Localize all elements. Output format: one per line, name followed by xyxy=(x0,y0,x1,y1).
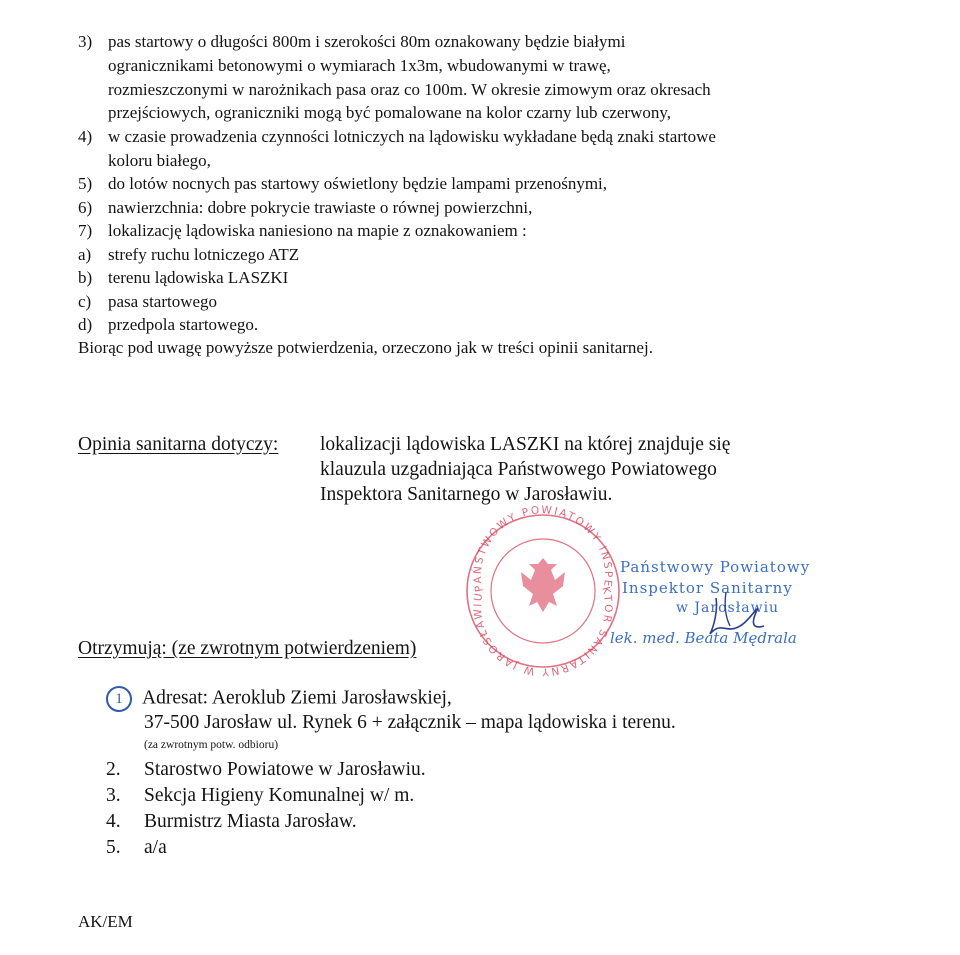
recipient-number: 5. xyxy=(106,837,121,858)
point-c xyxy=(78,292,217,312)
point-number: a) xyxy=(78,245,92,264)
recipient-text: a/a xyxy=(144,837,167,858)
point-6 xyxy=(78,198,532,218)
stamp-line: lek. med. Beata Mędrala xyxy=(610,629,797,647)
point-line: koloru białego, xyxy=(108,151,211,170)
opinion-label: Opinia sanitarna dotyczy: xyxy=(78,434,279,455)
opinion-line: Inspektora Sanitarnego w Jarosławiu. xyxy=(320,484,613,505)
recipient-text: Burmistrz Miasta Jarosław. xyxy=(144,811,357,832)
opinion-line: lokalizacji lądowiska LASZKI na której znajduje się xyxy=(320,434,731,455)
point-number: 7) xyxy=(78,221,93,240)
point-line: pasa startowego xyxy=(108,292,218,311)
recipient-3 xyxy=(106,785,414,807)
point-line: w czasie prowadzenia czynności lotniczych na lądowisku wykładane będą znaki startowe xyxy=(108,127,716,146)
point-4 xyxy=(78,127,716,147)
official-seal-stamp xyxy=(463,496,623,686)
circled-number: 1 xyxy=(106,686,132,712)
point-b xyxy=(78,268,288,288)
point-line: terenu lądowiska LASZKI xyxy=(108,268,289,287)
recipient-text: Sekcja Higieny Komunalnej w/ m. xyxy=(144,785,415,806)
recipient-note: (za zwrotnym potw. odbioru) xyxy=(144,739,279,751)
point-number: 3) xyxy=(78,32,93,51)
recipient-1 xyxy=(106,686,452,712)
point-number: b) xyxy=(78,268,93,287)
point-line: ogranicznikami betonowymi o wymiarach 1x3m, wbudowanymi w trawę, xyxy=(108,56,611,75)
conclusion-text: Biorąc pod uwagę powyższe potwierdzenia, orzeczono jak w treści opinii sanitarnej. xyxy=(78,338,653,357)
recipients-label: Otrzymują: (ze zwrotnym potwierdzeniem) xyxy=(78,638,417,659)
seal-ring-text: PAŃSTWOWY POWIATOWY INSPEKTOR SANITARNY W JAROSŁAWIU xyxy=(471,504,615,678)
point-line: nawierzchnia: dobre pokrycie trawiaste o równej powierzchni, xyxy=(108,198,533,217)
recipient-number: 2. xyxy=(106,759,121,780)
stamp-line: w Jarosławiu xyxy=(676,600,780,616)
eagle-emblem-icon xyxy=(521,558,565,612)
recipient-4 xyxy=(106,811,357,833)
point-number: 6) xyxy=(78,198,93,217)
point-line: lokalizację lądowiska naniesiono na mapie z oznakowaniem : xyxy=(108,221,527,240)
footer-initials: AK/EM xyxy=(78,912,133,931)
recipient-number: 4. xyxy=(106,811,121,832)
point-line: przejściowych, ograniczniki mogą być pomalowane na kolor czarny lub czerwony, xyxy=(108,103,671,122)
point-number: d) xyxy=(78,315,93,334)
point-7 xyxy=(78,221,527,241)
point-line: przedpola startowego. xyxy=(108,315,259,334)
point-line: strefy ruchu lotniczego ATZ xyxy=(108,245,300,264)
stamp-line: Państwowy Powiatowy xyxy=(620,558,811,576)
point-d xyxy=(78,315,258,335)
recipient-5 xyxy=(106,837,167,859)
recipient-text: Starostwo Powiatowe w Jarosławiu. xyxy=(144,759,426,780)
point-line: do lotów nocnych pas startowy oświetlony będzie lampami przenośnymi, xyxy=(108,174,608,193)
point-line: rozmieszczonymi w narożnikach pasa oraz co 100m. W okresie zimowym oraz okresach xyxy=(108,80,711,99)
point-number: c) xyxy=(78,292,92,311)
point-number: 4) xyxy=(78,127,93,146)
point-line: pas startowy o długości 800m i szerokości 80m oznakowany będzie białymi xyxy=(108,32,626,51)
recipient-number: 3. xyxy=(106,785,121,806)
point-number: 5) xyxy=(78,174,93,193)
recipient-2 xyxy=(106,759,426,781)
point-5 xyxy=(78,174,607,194)
recipient-text: 37-500 Jarosław ul. Rynek 6 + załącznik – mapa lądowiska i terenu. xyxy=(144,712,676,733)
recipient-text: Adresat: Aeroklub Ziemi Jarosławskiej, xyxy=(142,687,452,709)
point-3 xyxy=(78,32,625,52)
signature-icon xyxy=(700,586,770,644)
point-a xyxy=(78,245,299,265)
opinion-line: klauzula uzgadniająca Państwowego Powiatowego xyxy=(320,459,717,480)
stamp-line: Inspektor Sanitarny xyxy=(622,579,793,597)
